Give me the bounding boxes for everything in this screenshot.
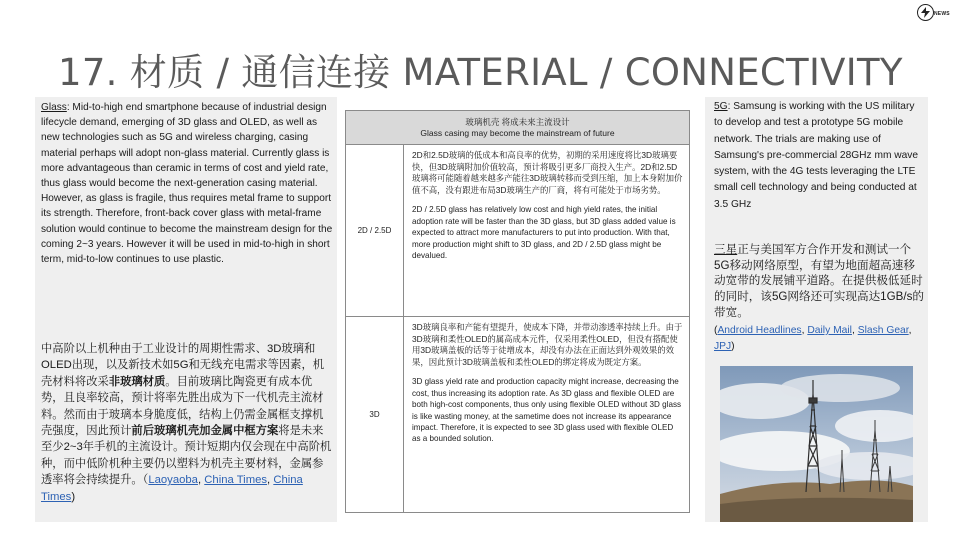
- opening-paren: (: [714, 325, 718, 336]
- separator: ,: [851, 325, 858, 336]
- row-cn-text: 3D玻璃良率和产能有望提升，使成本下降，并带动渗透率持续上升。由于3D玻璃和柔性OLED的属高成本元件，仅采用柔性OLED，但没有搭配使用3D玻璃盖板的话等于徒增成本，却没有办法在正面达到外观效果的效果，因此预计3D玻璃盖板和柔性OLED的绑定将成为既定方案。: [412, 322, 683, 367]
- closing-paren: ): [731, 341, 735, 353]
- glass-cn-part-1: 中高阶以上机种由于工业设计的周期性需求、3D玻璃和OLED出现，以及新技术如5G和无线充电需求等因素，机壳材料将改采: [41, 343, 325, 388]
- source-link-android-headlines[interactable]: Android Headlines: [717, 325, 802, 336]
- glass-section: [35, 97, 337, 522]
- telecom-tower-photo: [720, 366, 913, 522]
- source-link-china-times-1[interactable]: China Times: [204, 474, 268, 487]
- 5g-english-body: : Samsung is working with the US military to develop and test a prototype 5G mobile network. The trials are making use of Samsung's pre-commercial 28GHz mm wave system, with the 4G tests leveraging the LTE small cell technology and being conducted at 3.5 GHz: [714, 101, 919, 210]
- brand-logo: [917, 4, 955, 24]
- table-row: [346, 145, 690, 317]
- separator: ,: [197, 474, 202, 487]
- separator: ,: [267, 474, 271, 487]
- logo-text: NEWS: [934, 11, 950, 17]
- row-cn-text: 2D和2.5D玻璃的低成本和高良率的优势，初期的采用速度将比3D玻璃要快，但3D玻璃附加价值较高，预计将吸引更多厂商投入生产。2D和2.5D玻璃将可能随着越来越多产能往3D玻璃转移而受到压缩，加上本身附加价值不高，没有跟进布局3D玻璃生产的厂商，将有可能处于市场劣势。: [412, 150, 683, 195]
- closing-paren: ): [71, 490, 76, 503]
- row-content-3d: [404, 317, 690, 513]
- row-en-text: 2D / 2.5D glass has relatively low cost and high yield rates, the initial adoption rate will be faster than the 3D glass, but 3D glass added value is expected to attract more manufacturers to put into production. With that, more production might shift to 3D glass, and 2D / 2.5D glass might be devalued.: [412, 205, 676, 260]
- glass-english-text: [41, 100, 333, 267]
- glass-english-body: : Mid-to-high end smartphone because of industrial design lifecycle demand, emerging of 3D glass and OLED, as well as new technologies such as 5G and wireless charging, casing material perhaps will adopt non-glass material. Currently glass is more advantageous than ceramic in terms of cost and yield rate, thus glass would become the next-generation casing material. However, as glass is fragile, thus requires metal frame to support its strength. Therefore, front-back cover glass with metal-frame solution would continue to become the mainstream design for the coming 2~3 years. However it will be used in mid-to-high in short term, mid-to-low continues to use plastic.: [41, 102, 333, 266]
- glass-heading: Glass: [41, 102, 67, 113]
- table-header-en: Glass casing may become the mainstream of future: [420, 127, 615, 138]
- separator: ,: [801, 325, 808, 336]
- 5g-chinese-text: [714, 242, 924, 321]
- source-link-slash-gear[interactable]: Slash Gear: [857, 325, 909, 336]
- 5g-english-text: [714, 99, 924, 213]
- row-en-text: 3D glass yield rate and production capacity might increase, decreasing the cost, thus increasing its adoption rate. As 3D glass and flexible OLED are both high-cost components, thus only using flexible OLED without 3D glass is like wasting money, at the sametime does not increase its appearance impact. Therefore, it is expected to see 3D glass used with flexible OLED as a bounded solution.: [412, 377, 682, 444]
- lightning-bolt-icon: [917, 4, 934, 21]
- 5g-heading: 5G: [714, 101, 728, 112]
- 5g-cn-heading: 三星: [714, 243, 738, 256]
- source-link-daily-mail[interactable]: Daily Mail: [807, 325, 852, 336]
- table-header: [346, 111, 690, 145]
- glass-cn-bold-2: 前后玻璃机壳加金属中框方案: [131, 425, 279, 438]
- source-link-china-times-2[interactable]: China Times: [41, 474, 303, 503]
- 5g-cn-body: 正与美国军方合作开发和测试一个5G移动网络原型，有望为地面超高速移动宽带的发展铺平道路。在提供极低延时的同时，该5G网络还可实现高达1GB/s的带宽。: [714, 243, 924, 319]
- table-header-cn: 玻璃机壳 将成未来主流设计: [465, 116, 570, 127]
- glass-chinese-text: [41, 341, 333, 505]
- 5g-sources: [714, 323, 924, 355]
- glass-cn-bold-1: 非玻璃材质: [108, 375, 166, 388]
- row-label-3d: 3D: [346, 317, 404, 513]
- row-content-2d: [404, 145, 690, 317]
- glass-comparison-table: [345, 110, 690, 513]
- table-row: [346, 317, 690, 513]
- page-title: 17. 材质 / 通信连接 MATERIAL / CONNECTIVITY: [58, 51, 903, 94]
- separator: ,: [908, 325, 912, 336]
- source-link-jpj[interactable]: JPJ: [714, 341, 732, 353]
- glass-cn-part-2: 。目前玻璃比陶瓷更有成本优势，且良率较高，预计将率先胜出成为下一代机壳主流材料。然而由于玻璃本身脆度低，结构上仍需金属框支撑机壳强度，因此预计: [41, 375, 324, 438]
- row-label-2d: 2D / 2.5D: [346, 145, 404, 317]
- source-link-laoyaoba[interactable]: Laoyaoba: [148, 474, 198, 487]
- glass-cn-part-3: 将是未来至少2~3年手机的主流设计。预计短期内仅会现在中高阶机种，而中低阶机种主要仍以塑料为机壳主要材料，金属参透率将会持续提升。（: [41, 425, 332, 487]
